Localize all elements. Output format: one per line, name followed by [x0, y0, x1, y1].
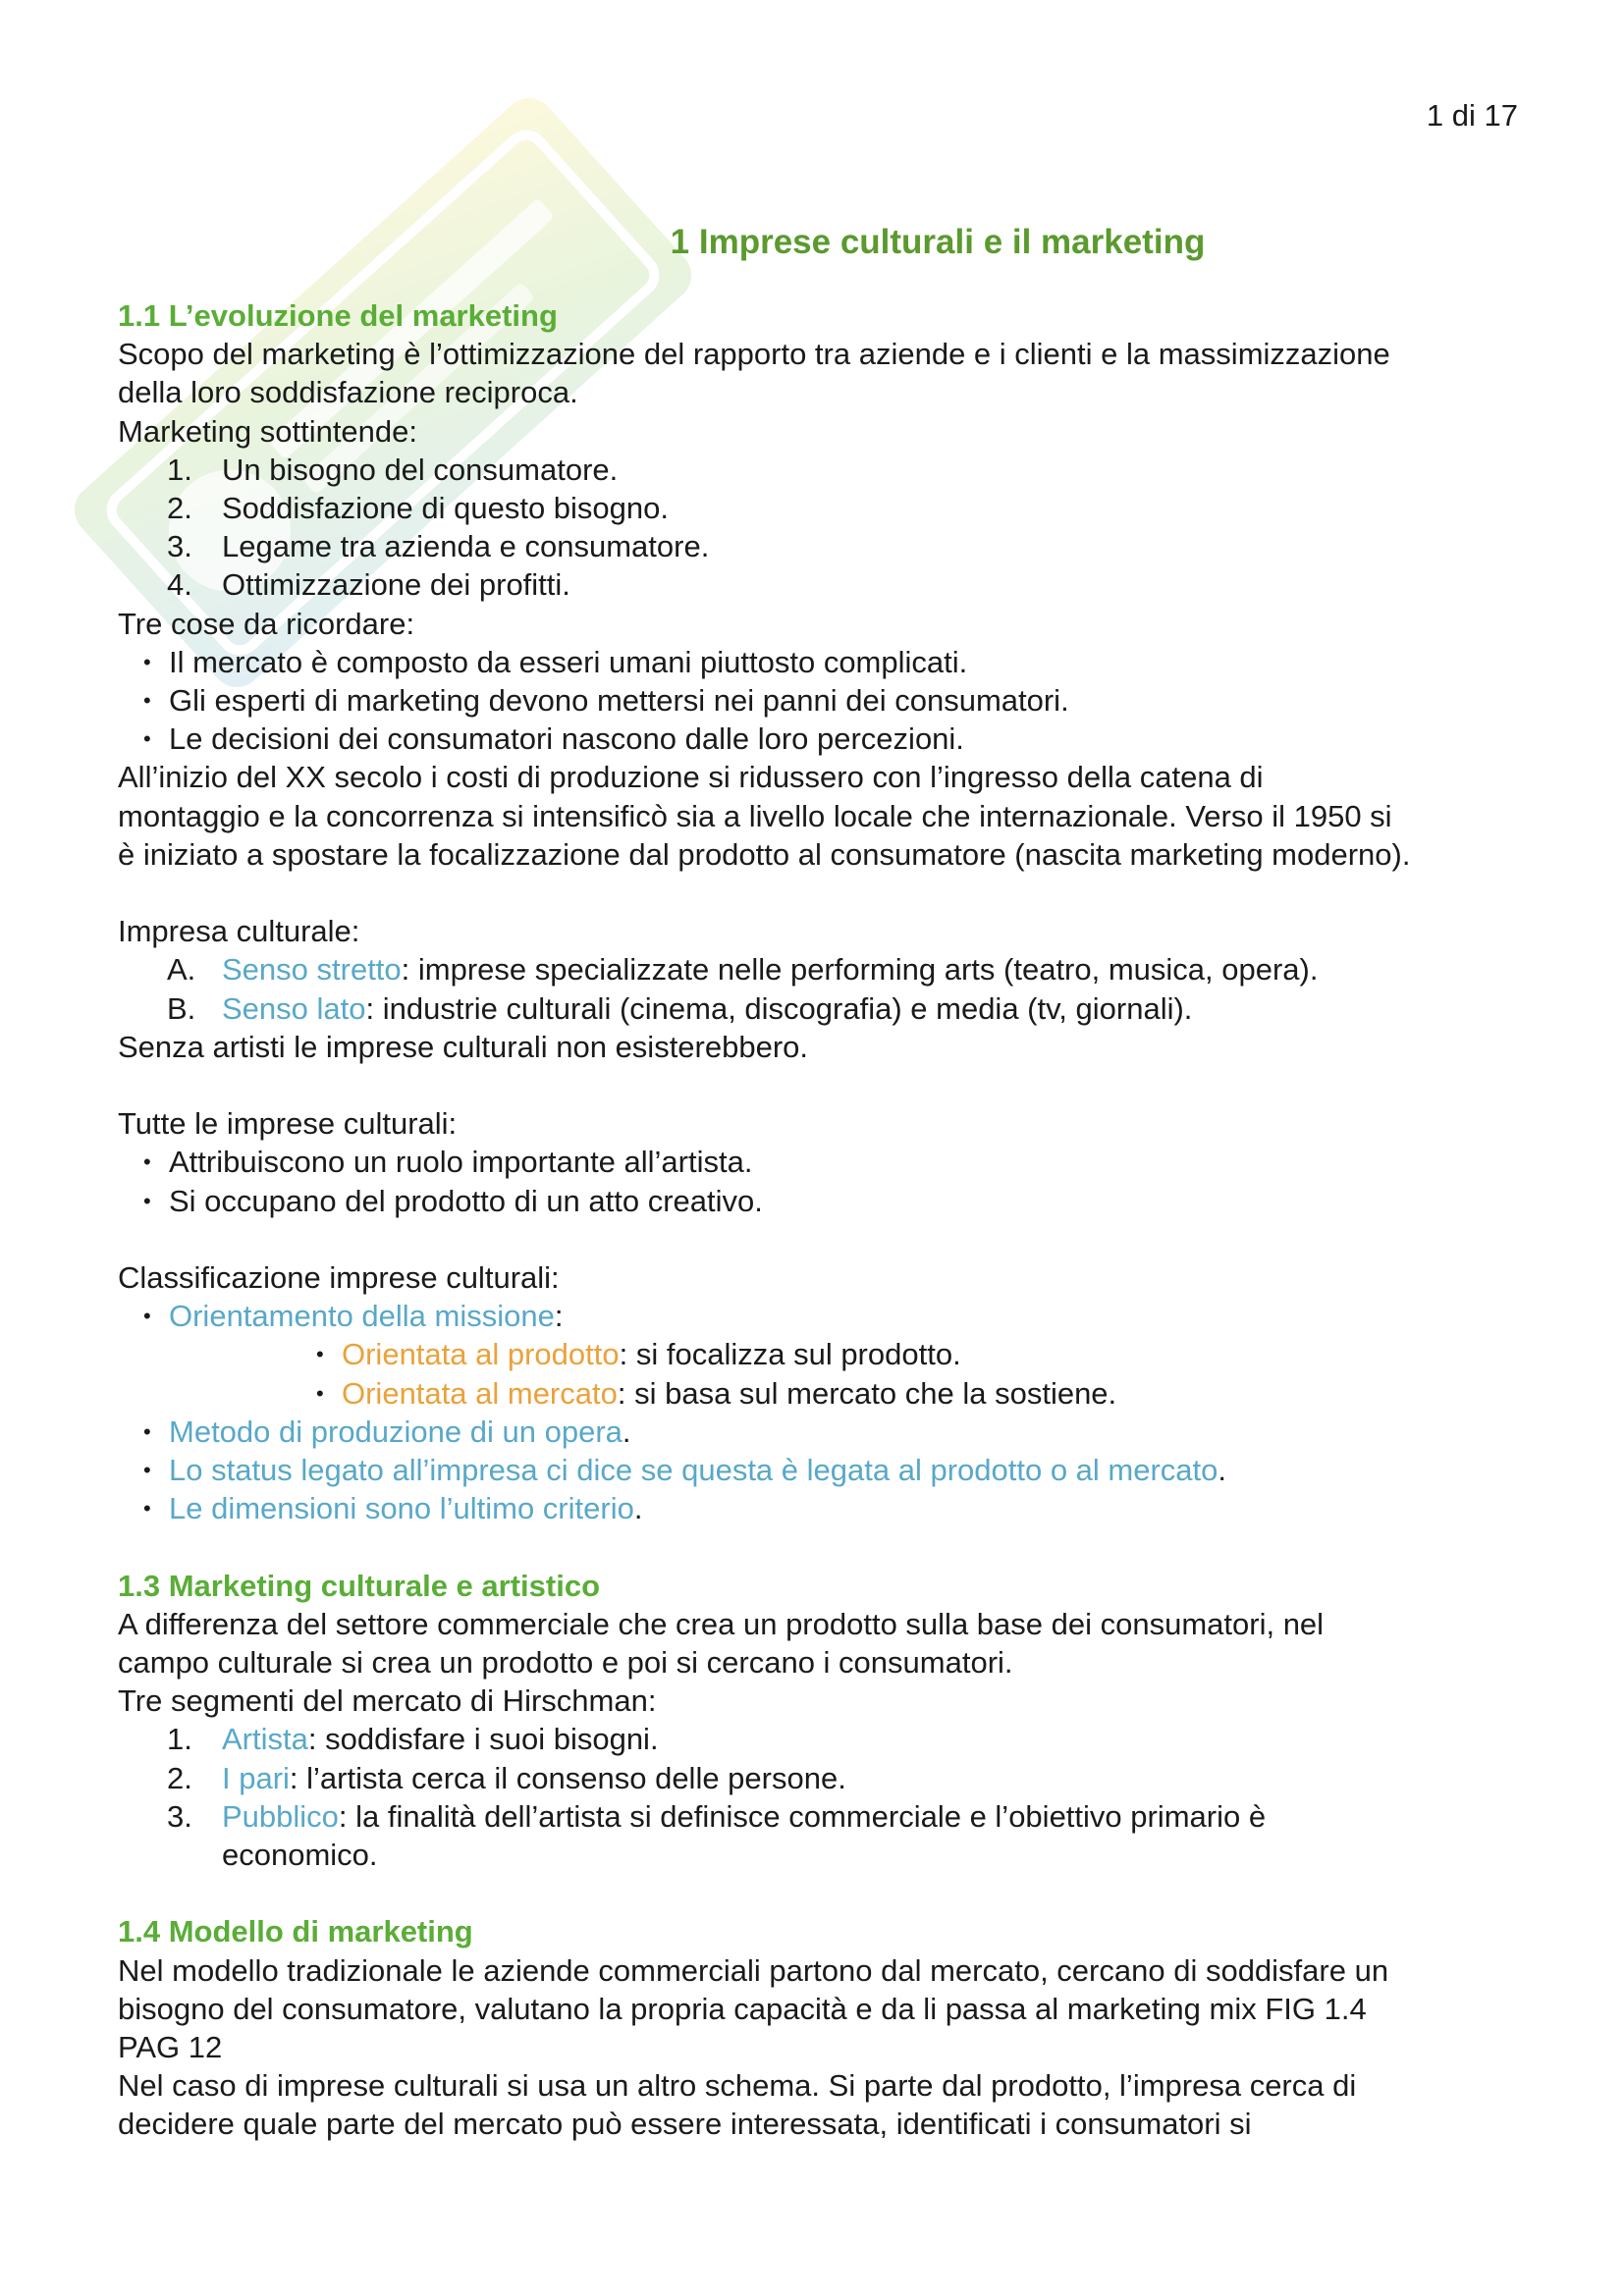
list-text: : industrie culturali (cinema, discografia) e media (tv, giornali).	[365, 990, 1193, 1026]
paragraph-line: montaggio e la concorrenza si intensificò sia a livello locale che internazionale. Verso il 1950 si	[118, 798, 1392, 833]
list-text: : l’artista cerca il consenso delle persone.	[289, 1760, 846, 1795]
section-1-3	[118, 1567, 1532, 1875]
list-number: 1.	[167, 1722, 192, 1757]
paragraph-line: A differenza del settore commerciale che crea un prodotto sulla base dei consumatori, nel	[118, 1606, 1325, 1641]
list-text: Ottimizzazione dei profitti.	[222, 567, 570, 603]
paragraph-line: Tutte le imprese culturali:	[118, 1106, 458, 1142]
section-1-1	[118, 296, 1532, 1527]
section-heading: 1.4 Modello di marketing	[118, 1914, 473, 1949]
paragraph-line: decidere quale parte del mercato può essere interessata, identificati i consumatori si	[118, 2107, 1252, 2142]
paragraph-line: PAG 12	[118, 2030, 223, 2065]
list-item	[118, 451, 1532, 489]
list-letter: B.	[167, 990, 196, 1026]
paragraph-line: Marketing sottintende:	[118, 413, 418, 449]
list-item: • Il mercato è composto da esseri umani piuttosto complicati.	[118, 643, 1532, 681]
list-text: Soddisfazione di questo bisogno.	[222, 491, 669, 526]
list-item	[118, 1451, 1532, 1489]
list-number: 2.	[167, 1760, 192, 1795]
term-highlight: Artista	[222, 1722, 308, 1757]
paragraph-line: Senza artisti le imprese culturali non esisterebbero.	[118, 1029, 809, 1064]
list-text: economico.	[222, 1838, 378, 1873]
list-text: : la finalità dell’artista si definisce commerciale e l’obiettivo primario è	[338, 1798, 1267, 1834]
term-highlight: Orientata al mercato	[342, 1375, 618, 1411]
list-text: Un bisogno del consumatore.	[222, 452, 619, 487]
paragraph-line: Scopo del marketing è l’ottimizzazione del rapporto tra aziende e i clienti e la massimizzazione	[118, 337, 1390, 372]
list-text: .	[633, 1491, 643, 1526]
list-number: 3.	[167, 1798, 192, 1834]
list-number: 1.	[167, 452, 192, 487]
list-item: • Si occupano del prodotto di un atto creativo.	[118, 1182, 1532, 1220]
section-heading: 1.3 Marketing culturale e artistico	[118, 1568, 601, 1603]
paragraph-line: è iniziato a spostare la focalizzazione dal prodotto al consumatore (nascita marketing moderno).	[118, 836, 1411, 872]
paragraph-line: della loro soddisfazione reciproca.	[118, 375, 578, 410]
paragraph-line: Tre cose da ricordare:	[118, 606, 415, 641]
list-number: 2.	[167, 491, 192, 526]
list-item	[118, 1335, 1532, 1373]
list-text: Legame tra azienda e consumatore.	[222, 529, 710, 564]
section-heading: 1.1 L’evoluzione del marketing	[118, 298, 558, 333]
list-number: 3.	[167, 529, 192, 564]
list-item	[118, 1489, 1532, 1527]
list-item	[118, 489, 1532, 527]
list-item-continuation	[118, 1836, 1532, 1874]
chapter-title: 1 Imprese culturali e il marketing	[670, 223, 1206, 261]
list-item: • Gli esperti di marketing devono mettersi nei panni dei consumatori.	[118, 681, 1532, 720]
list-item: • Le decisioni dei consumatori nascono dalle loro percezioni.	[118, 720, 1532, 758]
list-item: • Attribuiscono un ruolo importante all’artista.	[118, 1143, 1532, 1181]
list-letter: A.	[167, 952, 196, 988]
list-text: : imprese specializzate nelle performing arts (teatro, musica, opera).	[401, 952, 1319, 988]
classification-list	[118, 1297, 1532, 1335]
list-text: .	[622, 1414, 631, 1449]
list-item	[118, 1797, 1532, 1836]
term-highlight: Orientamento della missione	[169, 1299, 555, 1334]
term-highlight: Pubblico	[222, 1798, 339, 1834]
section-1-4	[118, 1912, 1532, 2143]
list-number: 4.	[167, 567, 192, 603]
paragraph-line: All’inizio del XX secolo i costi di produzione si ridussero con l’ingresso della catena di	[118, 760, 1264, 795]
term-highlight: Senso stretto	[222, 952, 402, 988]
list-text: : soddisfare i suoi bisogni.	[307, 1722, 659, 1757]
needs-list	[118, 451, 1532, 605]
all-list	[118, 1143, 1532, 1219]
paragraph-line: Classificazione imprese culturali:	[118, 1260, 560, 1296]
page-number: 1 di 17	[1426, 98, 1518, 133]
remember-list	[118, 643, 1532, 759]
paragraph-line: Tre segmenti del mercato di Hirschman:	[118, 1683, 657, 1719]
paragraph-line: bisogno del consumatore, valutano la propria capacità e da li passa al marketing mix FIG 1.4	[118, 1991, 1367, 2026]
senso-list	[118, 950, 1532, 1027]
orientation-list	[118, 1335, 1532, 1412]
term-highlight: Le dimensioni sono l’ultimo criterio	[169, 1491, 634, 1526]
list-text: : si focalizza sul prodotto.	[619, 1337, 961, 1372]
list-item	[118, 527, 1532, 565]
list-item	[118, 989, 1532, 1028]
paragraph-line: Nel modello tradizionale le aziende commerciali partono dal mercato, cercano di soddisfare un	[118, 1952, 1389, 1988]
paragraph-line: Impresa culturale:	[118, 914, 360, 949]
term-highlight: Orientata al prodotto	[342, 1337, 620, 1372]
term-highlight: Lo status legato all’impresa ci dice se questa è legata al prodotto o al mercato	[169, 1453, 1218, 1488]
segments-list	[118, 1720, 1532, 1874]
list-item	[118, 1413, 1532, 1451]
paragraph-line: campo culturale si crea un prodotto e poi si cercano i consumatori.	[118, 1645, 1013, 1681]
term-highlight: Senso lato	[222, 990, 366, 1026]
term-highlight: I pari	[222, 1760, 290, 1795]
list-item	[118, 1374, 1532, 1413]
list-text: : si basa sul mercato che la sostiene.	[617, 1375, 1117, 1411]
list-text: .	[1218, 1453, 1227, 1488]
list-item	[118, 1297, 1532, 1335]
list-item	[118, 1720, 1532, 1758]
paragraph-line: Nel caso di imprese culturali si usa un altro schema. Si parte dal prodotto, l’impresa cerca di	[118, 2068, 1357, 2104]
term-highlight: Metodo di produzione di un opera	[169, 1414, 623, 1449]
document-body	[118, 218, 1532, 2144]
list-item	[118, 565, 1532, 604]
criteria-list	[118, 1413, 1532, 1528]
list-item	[118, 1759, 1532, 1797]
list-text: :	[554, 1299, 564, 1334]
list-item	[118, 950, 1532, 988]
